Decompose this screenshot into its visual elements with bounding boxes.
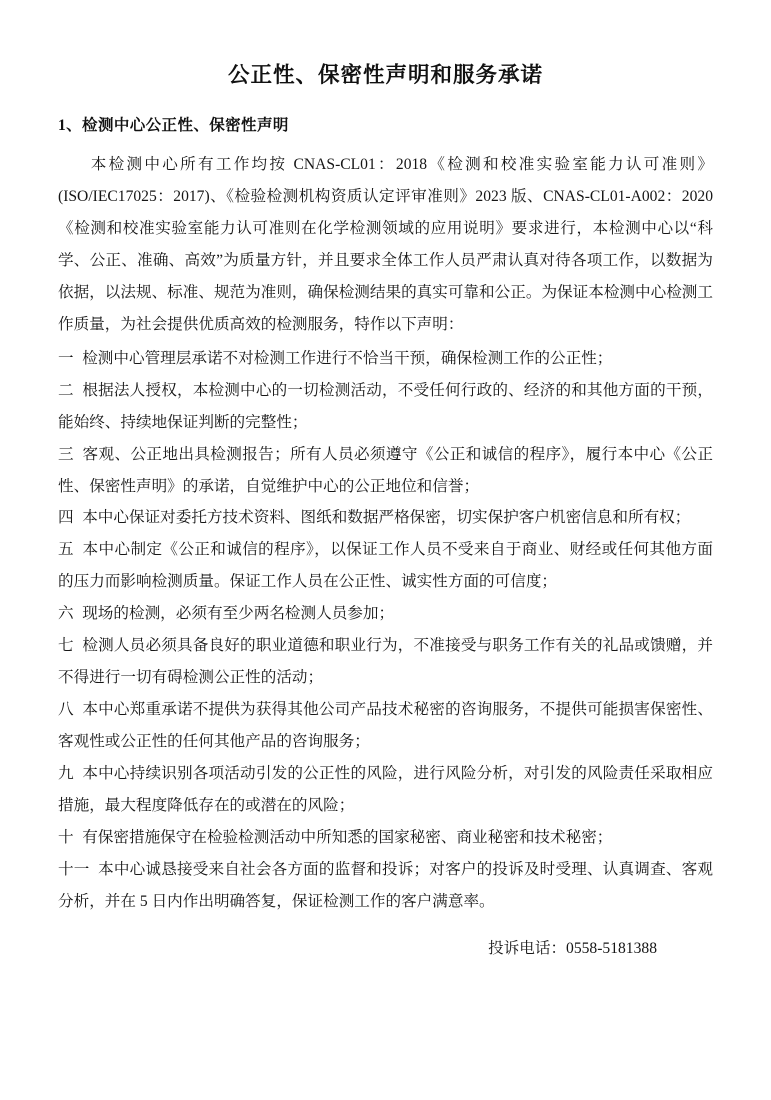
clause-1-text: 检测中心管理层承诺不对检测工作进行不恰当干预，确保检测工作的公正性； [82,349,613,367]
clause-10 [58,822,713,854]
clause-2 [58,375,713,439]
clause-3-number: 三 [58,445,74,463]
clause-6-text: 现场的检测，必须有至少两名检测人员参加； [82,605,395,623]
clause-9 [58,758,713,822]
clause-8-number: 八 [58,701,74,719]
clause-11-text: 本中心诚恳接受来自社会各方面的监督和投诉；对客户的投诉及时受理、认真调查、客观分析，并在 5 日内作出明确答复，保证检测工作的客户满意率。 [58,860,713,910]
clause-6 [58,598,713,630]
clause-4 [58,502,713,534]
clause-9-number: 九 [58,765,74,783]
clause-11-number: 十一 [58,860,90,878]
clause-5-number: 五 [58,541,74,559]
clause-10-number: 十 [58,829,74,847]
clause-1 [58,343,713,375]
clause-9-text: 本中心持续识别各项活动引发的公正性的风险，进行风险分析，对引发的风险责任采取相应措施，最大程度降低存在的或潜在的风险； [58,765,713,815]
clause-7-text: 检测人员必须具备良好的职业道德和职业行为，不准接受与职务工作有关的礼品或馈赠，并不得进行一切有碍检测公正性的活动； [58,637,713,687]
complaint-phone-line: 投诉电话：0558-5181388 [488,939,657,957]
clause-3-text: 客观、公正地出具检测报告；所有人员必须遵守《公正和诚信的程序》，履行本中心《公正性、保密性声明》的承诺，自觉维护中心的公正地位和信誉； [58,445,713,495]
clause-7 [58,630,713,694]
clause-4-text: 本中心保证对委托方技术资料、图纸和数据严格保密，切实保护客户机密信息和所有权； [82,509,691,527]
intro-paragraph: 本检测中心所有工作均按 CNAS-CL01：2018《检测和校准实验室能力认可准则》(ISO/IEC17025：2017)、《检验检测机构资质认定评审准则》2023 版、CNAS-CL01-A002：2020《检测和校准实验室能力认可准则在化学检测领域的应用说明》要求进行，本检测中心以“科学、公正、准确、高效”为质量方针，并且要求全体工作人员严肃认真对待各项工作，以数据为依据，以法规、标准、规范为准则，确保检测结果的真实可靠和公正。为保证本检测中心检测工作质量，为社会提供优质高效的检测服务，特作以下声明： [58,156,713,333]
clause-6-number: 六 [58,605,74,623]
clause-7-number: 七 [58,637,74,655]
clause-3 [58,439,713,503]
section-heading: 1、检测中心公正性、保密性声明 [58,117,289,134]
page-title: 公正性、保密性声明和服务承诺 [227,63,543,87]
clause-8 [58,694,713,758]
clause-4-number: 四 [58,509,74,527]
clause-11 [58,854,713,918]
clause-2-text: 根据法人授权，本检测中心的一切检测活动，不受任何行政的、经济的和其他方面的干预，能始终、持续地保证判断的完整性； [58,381,713,431]
clause-10-text: 有保密措施保守在检验检测活动中所知悉的国家秘密、商业秘密和技术秘密； [82,829,613,847]
clause-5 [58,534,713,598]
clause-5-text: 本中心制定《公正和诚信的程序》，以保证工作人员不受来自于商业、财经或任何其他方面的压力而影响检测质量。保证工作人员在公正性、诚实性方面的可信度； [58,541,713,591]
clause-1-number: 一 [58,349,74,367]
clause-8-text: 本中心郑重承诺不提供为获得其他公司产品技术秘密的咨询服务，不提供可能损害保密性、客观性或公正性的任何其他产品的咨询服务； [58,701,713,751]
clause-2-number: 二 [58,381,74,399]
